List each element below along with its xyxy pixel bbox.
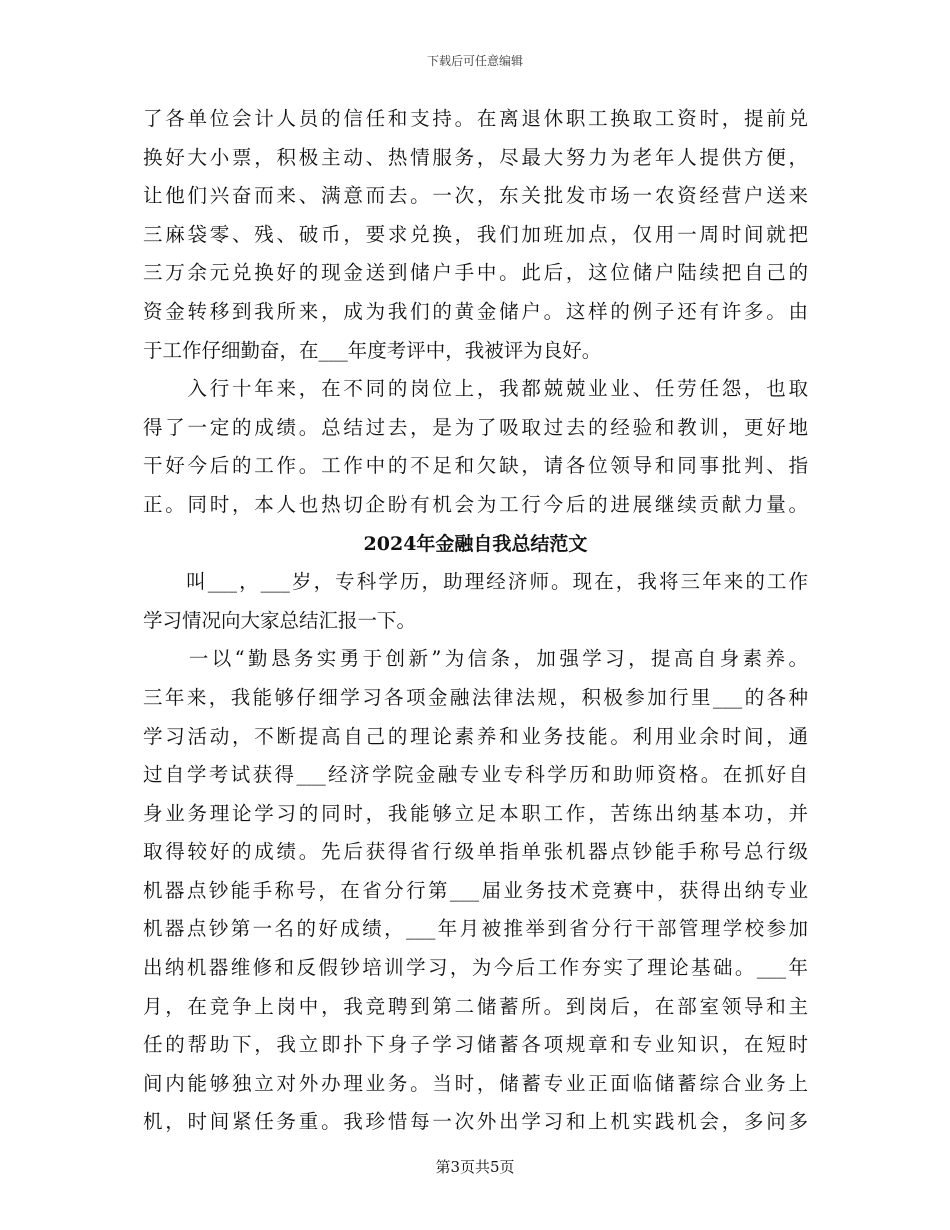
text-line: 机器点钞第一名的好成绩，___年月被推举到省分行干部管理学校参加 (143, 917, 808, 941)
text-line: 一以“勤恳务实勇于创新”为信条，加强学习，提高自身素养。 (143, 647, 808, 671)
text-line: 正。同时，本人也热切企盼有机会为工行今后的进展继续贡献力量。 (143, 492, 808, 516)
text-line: 换好大小票，积极主动、热情服务，尽最大努力为老年人提供方便， (143, 145, 808, 169)
text-line: 机，时间紧任务重。我珍惜每一次外出学习和上机实践机会，多问多 (143, 1110, 808, 1134)
text-line: 学习活动，不断提高自己的理论素养和业务技能。利用业余时间，通 (143, 724, 808, 748)
text-line: 间内能够独立对外办理业务。当时，储蓄专业正面临储蓄综合业务上 (143, 1071, 808, 1095)
page-header: 下载后可任意编辑 (426, 54, 523, 68)
text-line: 得了一定的成绩。总结过去，是为了吸取过去的经验和教训，更好地 (143, 415, 808, 439)
text-line: 任的帮助下，我立即扑下身子学习储蓄各项规章和专业知识，在短时 (143, 1033, 808, 1057)
document-body (143, 100, 808, 1142)
text-line: 于工作仔细勤奋，在___年度考评中，我被评为良好。 (143, 338, 602, 362)
text-line: 取得较好的成绩。先后获得省行级单指单张机器点钞能手称号总行级 (143, 840, 808, 864)
text-line: 月，在竞争上岗中，我竞聘到第二储蓄所。到岗后，在部室领导和主 (143, 994, 808, 1018)
text-line: 三麻袋零、残、破币，要求兑换，我们加班加点，仅用一周时间就把 (143, 222, 808, 246)
text-line: 过自学考试获得___经济学院金融专业专科学历和助师资格。在抓好自 (143, 763, 808, 787)
text-line: 入行十年来，在不同的岗位上，我都兢兢业业、任劳任怨，也取 (143, 377, 808, 401)
page-footer: 第3页共5页 (435, 1158, 515, 1176)
text-line: 出纳机器维修和反假钞培训学习，为今后工作夯实了理论基础。___年 (143, 956, 808, 980)
text-line: 干好今后的工作。工作中的不足和欠缺，请各位领导和同事批判、指 (143, 454, 808, 478)
text-line: 了各单位会计人员的信任和支持。在离退休职工换取工资时，提前兑 (143, 107, 808, 130)
text-line: 机器点钞能手称号，在省分行第___届业务技术竞赛中，获得出纳专业 (143, 878, 808, 902)
text-line: 身业务理论学习的同时，我能够立足本职工作，苦练出纳基本功，并 (143, 801, 808, 825)
section-title: 2024年金融自我总结范文 (363, 532, 588, 555)
text-line: 三年来，我能够仔细学习各项金融法律法规，积极参加行里___的各种 (143, 685, 808, 709)
text-line: 让他们兴奋而来、满意而去。一次，东关批发市场一农资经营户送来 (143, 184, 808, 208)
text-line: 叫___，___岁，专科学历，助理经济师。现在，我将三年来的工作 (143, 570, 808, 594)
text-line: 资金转移到我所来，成为我们的黄金储户。这样的例子还有许多。由 (143, 299, 808, 323)
text-line: 学习情况向大家总结汇报一下。 (143, 608, 417, 632)
text-line: 三万余元兑换好的现金送到储户手中。此后，这位储户陆续把自己的 (143, 261, 808, 285)
